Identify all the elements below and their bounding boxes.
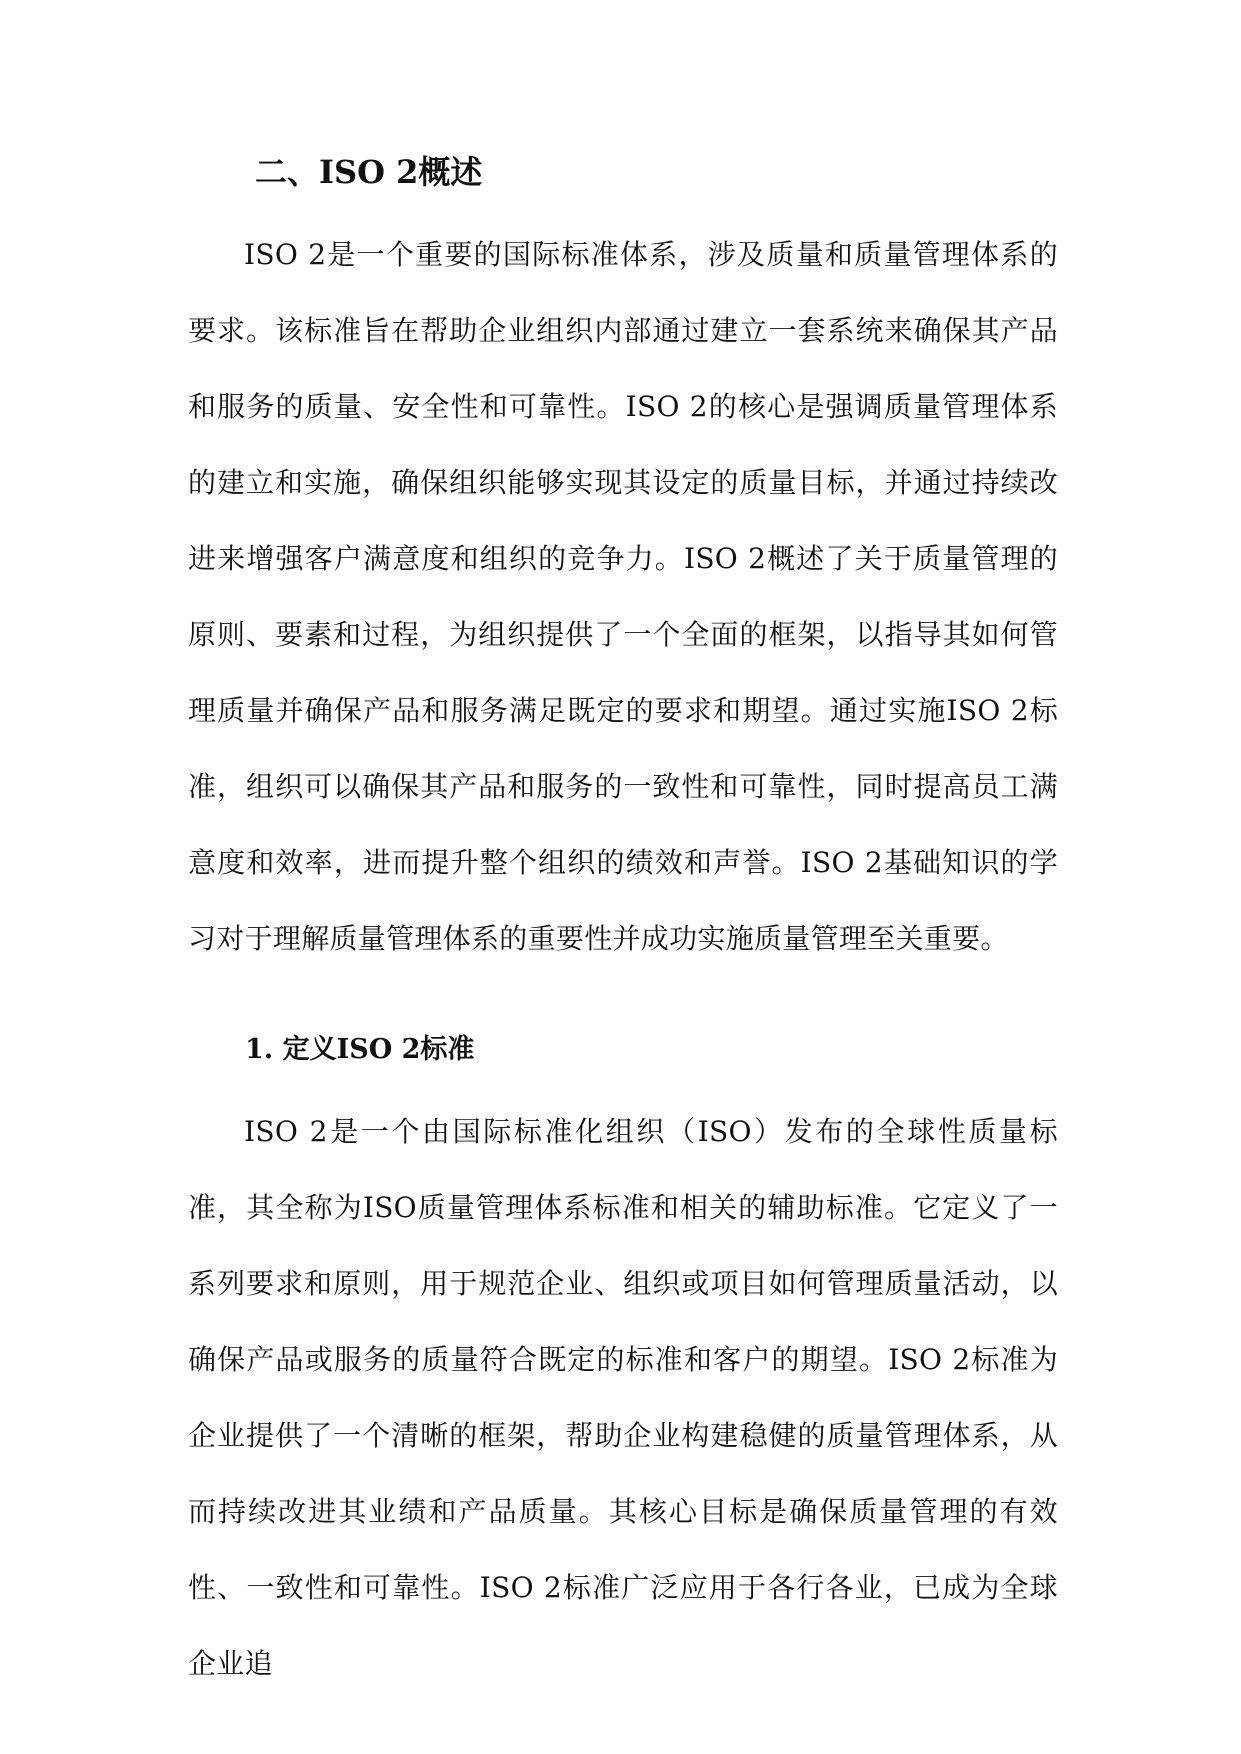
overview-paragraph: ISO 2是一个重要的国际标准体系，涉及质量和质量管理体系的要求。该标准旨在帮助企业组织内部通过建立一套系统来确保其产品和服务的质量、安全性和可靠性。ISO 2的核心是强调质量管理体系的建立和实施，确保组织能够实现其设定的质量目标，并通过持续改进来增强客户满意度和组织的竞争力。ISO 2概述了关于质量管理的原则、要素和过程，为组织提供了一个全面的框架，以指导其如何管理质量并确保产品和服务满足既定的要求和期望。通过实施ISO 2标准，组织可以确保其产品和服务的一致性和可靠性，同时提高员工满意度和效率，进而提升整个组织的绩效和声誉。ISO 2基础知识的学习对于理解质量管理体系的重要性并成功实施质量管理至关重要。 <box>188 238 1058 955</box>
definition-paragraph: ISO 2是一个由国际标准化组织（ISO）发布的全球性质量标准，其全称为ISO质量管理体系标准和相关的辅助标准。它定义了一系列要求和原则，用于规范企业、组织或项目如何管理质量活动，以确保产品或服务的质量符合既定的标准和客户的期望。ISO 2标准为企业提供了一个清晰的框架，帮助企业构建稳健的质量管理体系，从而持续改进其业绩和产品质量。其核心目标是确保质量管理的有效性、一致性和可靠性。ISO 2标准广泛应用于各行各业，已成为全球企业追 <box>188 1115 1058 1680</box>
subsection-heading: 1. 定义ISO 2标准 <box>245 1034 475 1065</box>
section-heading: 二、ISO 2概述 <box>255 153 483 191</box>
